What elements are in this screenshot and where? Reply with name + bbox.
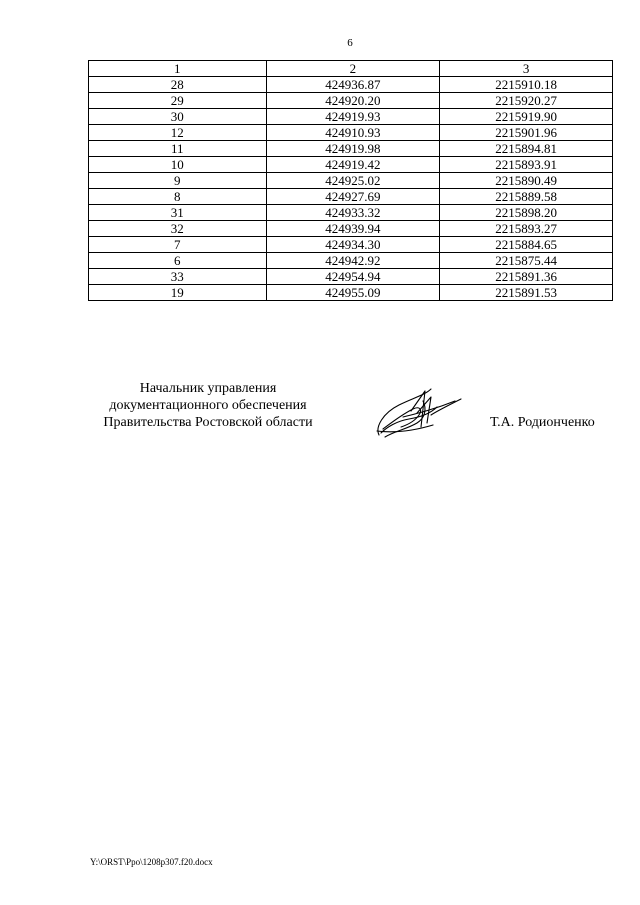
table-row — [89, 77, 613, 93]
point-number-cell: 10 — [89, 157, 267, 173]
signer-title-line: документационного обеспечения — [109, 398, 307, 413]
y-coordinate-cell: 2215889.58 — [440, 189, 613, 205]
y-coordinate-cell: 2215893.27 — [440, 221, 613, 237]
point-number-cell: 30 — [89, 109, 267, 125]
x-coordinate-cell: 424955.09 — [266, 285, 440, 301]
x-coordinate-cell: 424920.20 — [266, 93, 440, 109]
y-coordinate-cell: 2215920.27 — [440, 93, 613, 109]
file-path: Y:\ORST\Ppo\1208p307.f20.docx — [90, 857, 213, 867]
point-number-cell: 31 — [89, 205, 267, 221]
x-coordinate-cell: 424942.92 — [266, 253, 440, 269]
table-row — [89, 253, 613, 269]
column-header: 1 — [89, 61, 267, 77]
table-row — [89, 109, 613, 125]
coordinates-table — [88, 60, 613, 301]
table-row — [89, 285, 613, 301]
point-number-cell: 12 — [89, 125, 267, 141]
table-row — [89, 93, 613, 109]
table-row — [89, 237, 613, 253]
table-row — [89, 205, 613, 221]
y-coordinate-cell: 2215894.81 — [440, 141, 613, 157]
x-coordinate-cell: 424910.93 — [266, 125, 440, 141]
table-header-row — [89, 61, 613, 77]
point-number-cell: 8 — [89, 189, 267, 205]
y-coordinate-cell: 2215875.44 — [440, 253, 613, 269]
table-row — [89, 157, 613, 173]
table-row — [89, 269, 613, 285]
y-coordinate-cell: 2215890.49 — [440, 173, 613, 189]
x-coordinate-cell: 424925.02 — [266, 173, 440, 189]
handwritten-signature — [373, 383, 463, 441]
point-number-cell: 7 — [89, 237, 267, 253]
y-coordinate-cell: 2215919.90 — [440, 109, 613, 125]
point-number-cell: 19 — [89, 285, 267, 301]
y-coordinate-cell: 2215891.53 — [440, 285, 613, 301]
y-coordinate-cell: 2215893.91 — [440, 157, 613, 173]
point-number-cell: 29 — [89, 93, 267, 109]
point-number-cell: 32 — [89, 221, 267, 237]
signer-title-line: Правительства Ростовской области — [103, 415, 313, 430]
column-header: 2 — [266, 61, 440, 77]
x-coordinate-cell: 424919.42 — [266, 157, 440, 173]
table-row — [89, 141, 613, 157]
table-row — [89, 173, 613, 189]
point-number-cell: 28 — [89, 77, 267, 93]
y-coordinate-cell: 2215901.96 — [440, 125, 613, 141]
point-number-cell: 33 — [89, 269, 267, 285]
y-coordinate-cell: 2215898.20 — [440, 205, 613, 221]
x-coordinate-cell: 424933.32 — [266, 205, 440, 221]
column-header: 3 — [440, 61, 613, 77]
x-coordinate-cell: 424939.94 — [266, 221, 440, 237]
x-coordinate-cell: 424927.69 — [266, 189, 440, 205]
point-number-cell: 11 — [89, 141, 267, 157]
page-number: 6 — [347, 37, 353, 49]
y-coordinate-cell: 2215910.18 — [440, 77, 613, 93]
table-row — [89, 221, 613, 237]
table-row — [89, 125, 613, 141]
table-row — [89, 189, 613, 205]
signer-title-line: Начальник управления — [139, 381, 277, 396]
y-coordinate-cell: 2215884.65 — [440, 237, 613, 253]
point-number-cell: 9 — [89, 173, 267, 189]
signer-title — [88, 380, 328, 431]
x-coordinate-cell: 424919.98 — [266, 141, 440, 157]
signer-name: Т.А. Родионченко — [490, 415, 595, 430]
y-coordinate-cell: 2215891.36 — [440, 269, 613, 285]
x-coordinate-cell: 424936.87 — [266, 77, 440, 93]
x-coordinate-cell: 424934.30 — [266, 237, 440, 253]
x-coordinate-cell: 424954.94 — [266, 269, 440, 285]
point-number-cell: 6 — [89, 253, 267, 269]
x-coordinate-cell: 424919.93 — [266, 109, 440, 125]
